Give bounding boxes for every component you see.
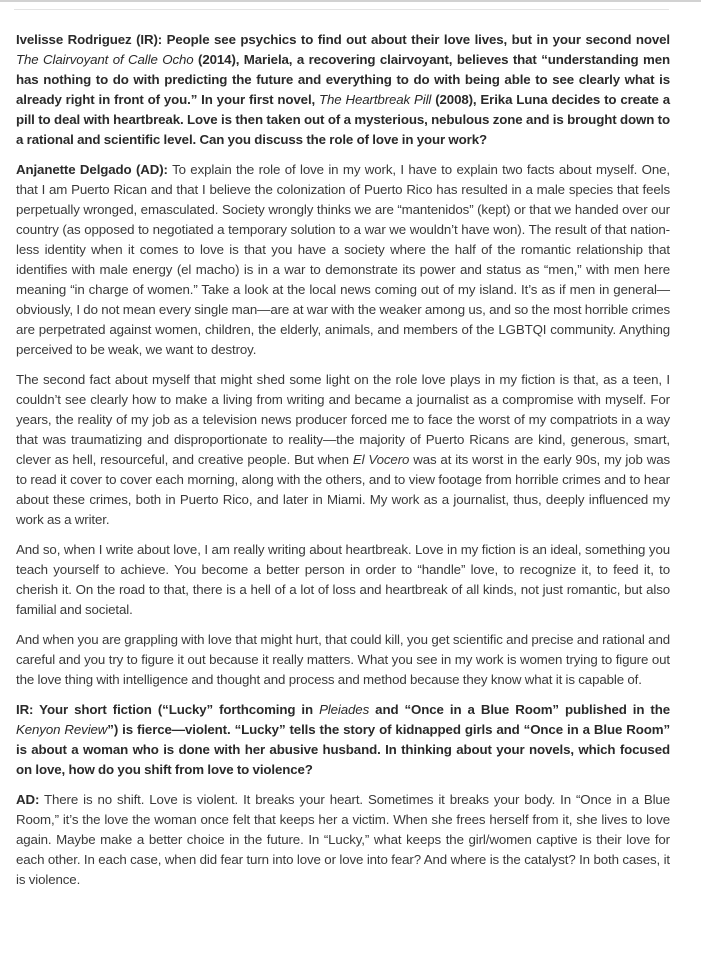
question-1-text-b: (2014), Mariela, a recovering clairvoyant, believes that “understanding men has nothing to do with predicting the future and everything to do with being able to see clearly what is already right in front of you.” In your first novel, [16,52,670,107]
answer-2 [16,370,670,530]
journal-title-pleiades: Pleiades [319,702,370,717]
journal-title-kenyon-review: Kenyon Review [16,722,108,737]
top-divider [14,9,669,10]
answer-5 [16,790,670,890]
question-2-text-c: ”) is fierce—violent. “Lucky” tells the story of kidnapped girls and “Once in a Blue Room” is about a woman who is done with her abusive husband. In thinking about your novels, which focused on love, how do you shift from love to violence? [16,722,670,777]
answer-1-text: To explain the role of love in my work, I have to explain two facts about myself. One, that I am Puerto Rican and that I believe the colonization of Puerto Rico has resulted in a male species that feels perpetually wronged, emasculated. Society wrongly thinks we are “mantenidos” (kept) or that we handed over our country (as opposed to negotiated a temporary solution to a war we wouldn’t have won). The result of that nation-less identity when it comes to love is that you have a society where the half of the romantic relationship that identifies with male energy (el macho) is in a war to demonstrate its power and status as “men,” with men here meaning “in charge of women.” Take a look at the local news coming out of my island. It’s as if men in general—obviously, I do not mean every single man—are at war with the weaker among us, and so the most horrible crimes are perpetrated against women, children, the elderly, animals, and members of the LGBTQI community. Anything perceived to be weak, we want to destroy. [16,162,670,357]
speaker-label-ad: Anjanette Delgado (AD): [16,162,168,177]
answer-3-text: And so, when I write about love, I am really writing about heartbreak. Love in my fiction is an ideal, something you teach yourself to achieve. You become a better person in order to “handle” love, to recognize it, to feed it, to cherish it. On the road to that, there is a hell of a lot of loss and heartbreak of all kinds, not just romantic, but also familial and societal. [16,542,670,617]
novel-title-heartbreak-pill: The Heartbreak Pill [319,92,432,107]
question-1-text-c: (2008), Erika Luna decides to create a pill to deal with heartbreak. Love is then taken out of a mysterious, nebulous zone and is brought down to a rational and scientific level. Can you discuss the role of love in your work? [16,92,670,147]
answer-5-text: There is no shift. Love is violent. It breaks your heart. Sometimes it breaks your body. In “Once in a Blue Room,” it’s the love the woman once felt that keeps her a victim. When she frees herself from it, she lives to love again. Maybe make a better choice in the future. In “Lucky,” what keeps the girl/women captive is their love for each other. In each case, when did fear turn into love or love into fear? And where is the catalyst? In both cases, it is violence. [16,792,670,887]
speaker-label-ad-short: AD: [16,792,40,807]
answer-4-text: And when you are grappling with love that might hurt, that could kill, you get scientific and precise and rational and careful and you try to figure it out because it really matters. What you see in my work is women trying to figure out the love thing with intelligence and thought and process and method because they know what it is capable of. [16,632,670,687]
newspaper-title-el-vocero: El Vocero [352,452,410,467]
question-2-text-b: and “Once in a Blue Room” published in the [369,702,670,717]
novel-title-clairvoyant: The Clairvoyant of Calle Ocho [16,52,194,67]
answer-2-text-b: was at its worst in the early 90s, my job was to read it cover to cover each morning, along with the others, and to view footage from horrible crimes and to hear about these crimes, both in Puerto Rico, and later in Miami. My work as a journalist, thus, deeply influenced my work as a writer. [16,452,670,527]
answer-4 [16,630,670,690]
interview-article [16,30,670,900]
top-border [0,0,701,2]
answer-1 [16,160,670,360]
question-1 [16,30,670,150]
answer-2-text-a: The second fact about myself that might shed some light on the role love plays in my fiction is that, as a teen, I couldn’t see clearly how to make a living from writing and became a journalist as a compromise with myself. For years, the reality of my job as a television news producer forced me to face the worst of my compatriots in a way that was traumatizing and disproportionate to reality—the majority of Puerto Ricans are kind, generous, smart, clever as hell, resourceful, and creative people. But when [16,372,670,467]
question-2-text-a: IR: Your short fiction (“Lucky” forthcoming in [16,702,320,717]
question-1-text-a: Ivelisse Rodriguez (IR): People see psychics to find out about their love lives, but in your second novel [16,32,670,47]
answer-3 [16,540,670,620]
question-2 [16,700,670,780]
